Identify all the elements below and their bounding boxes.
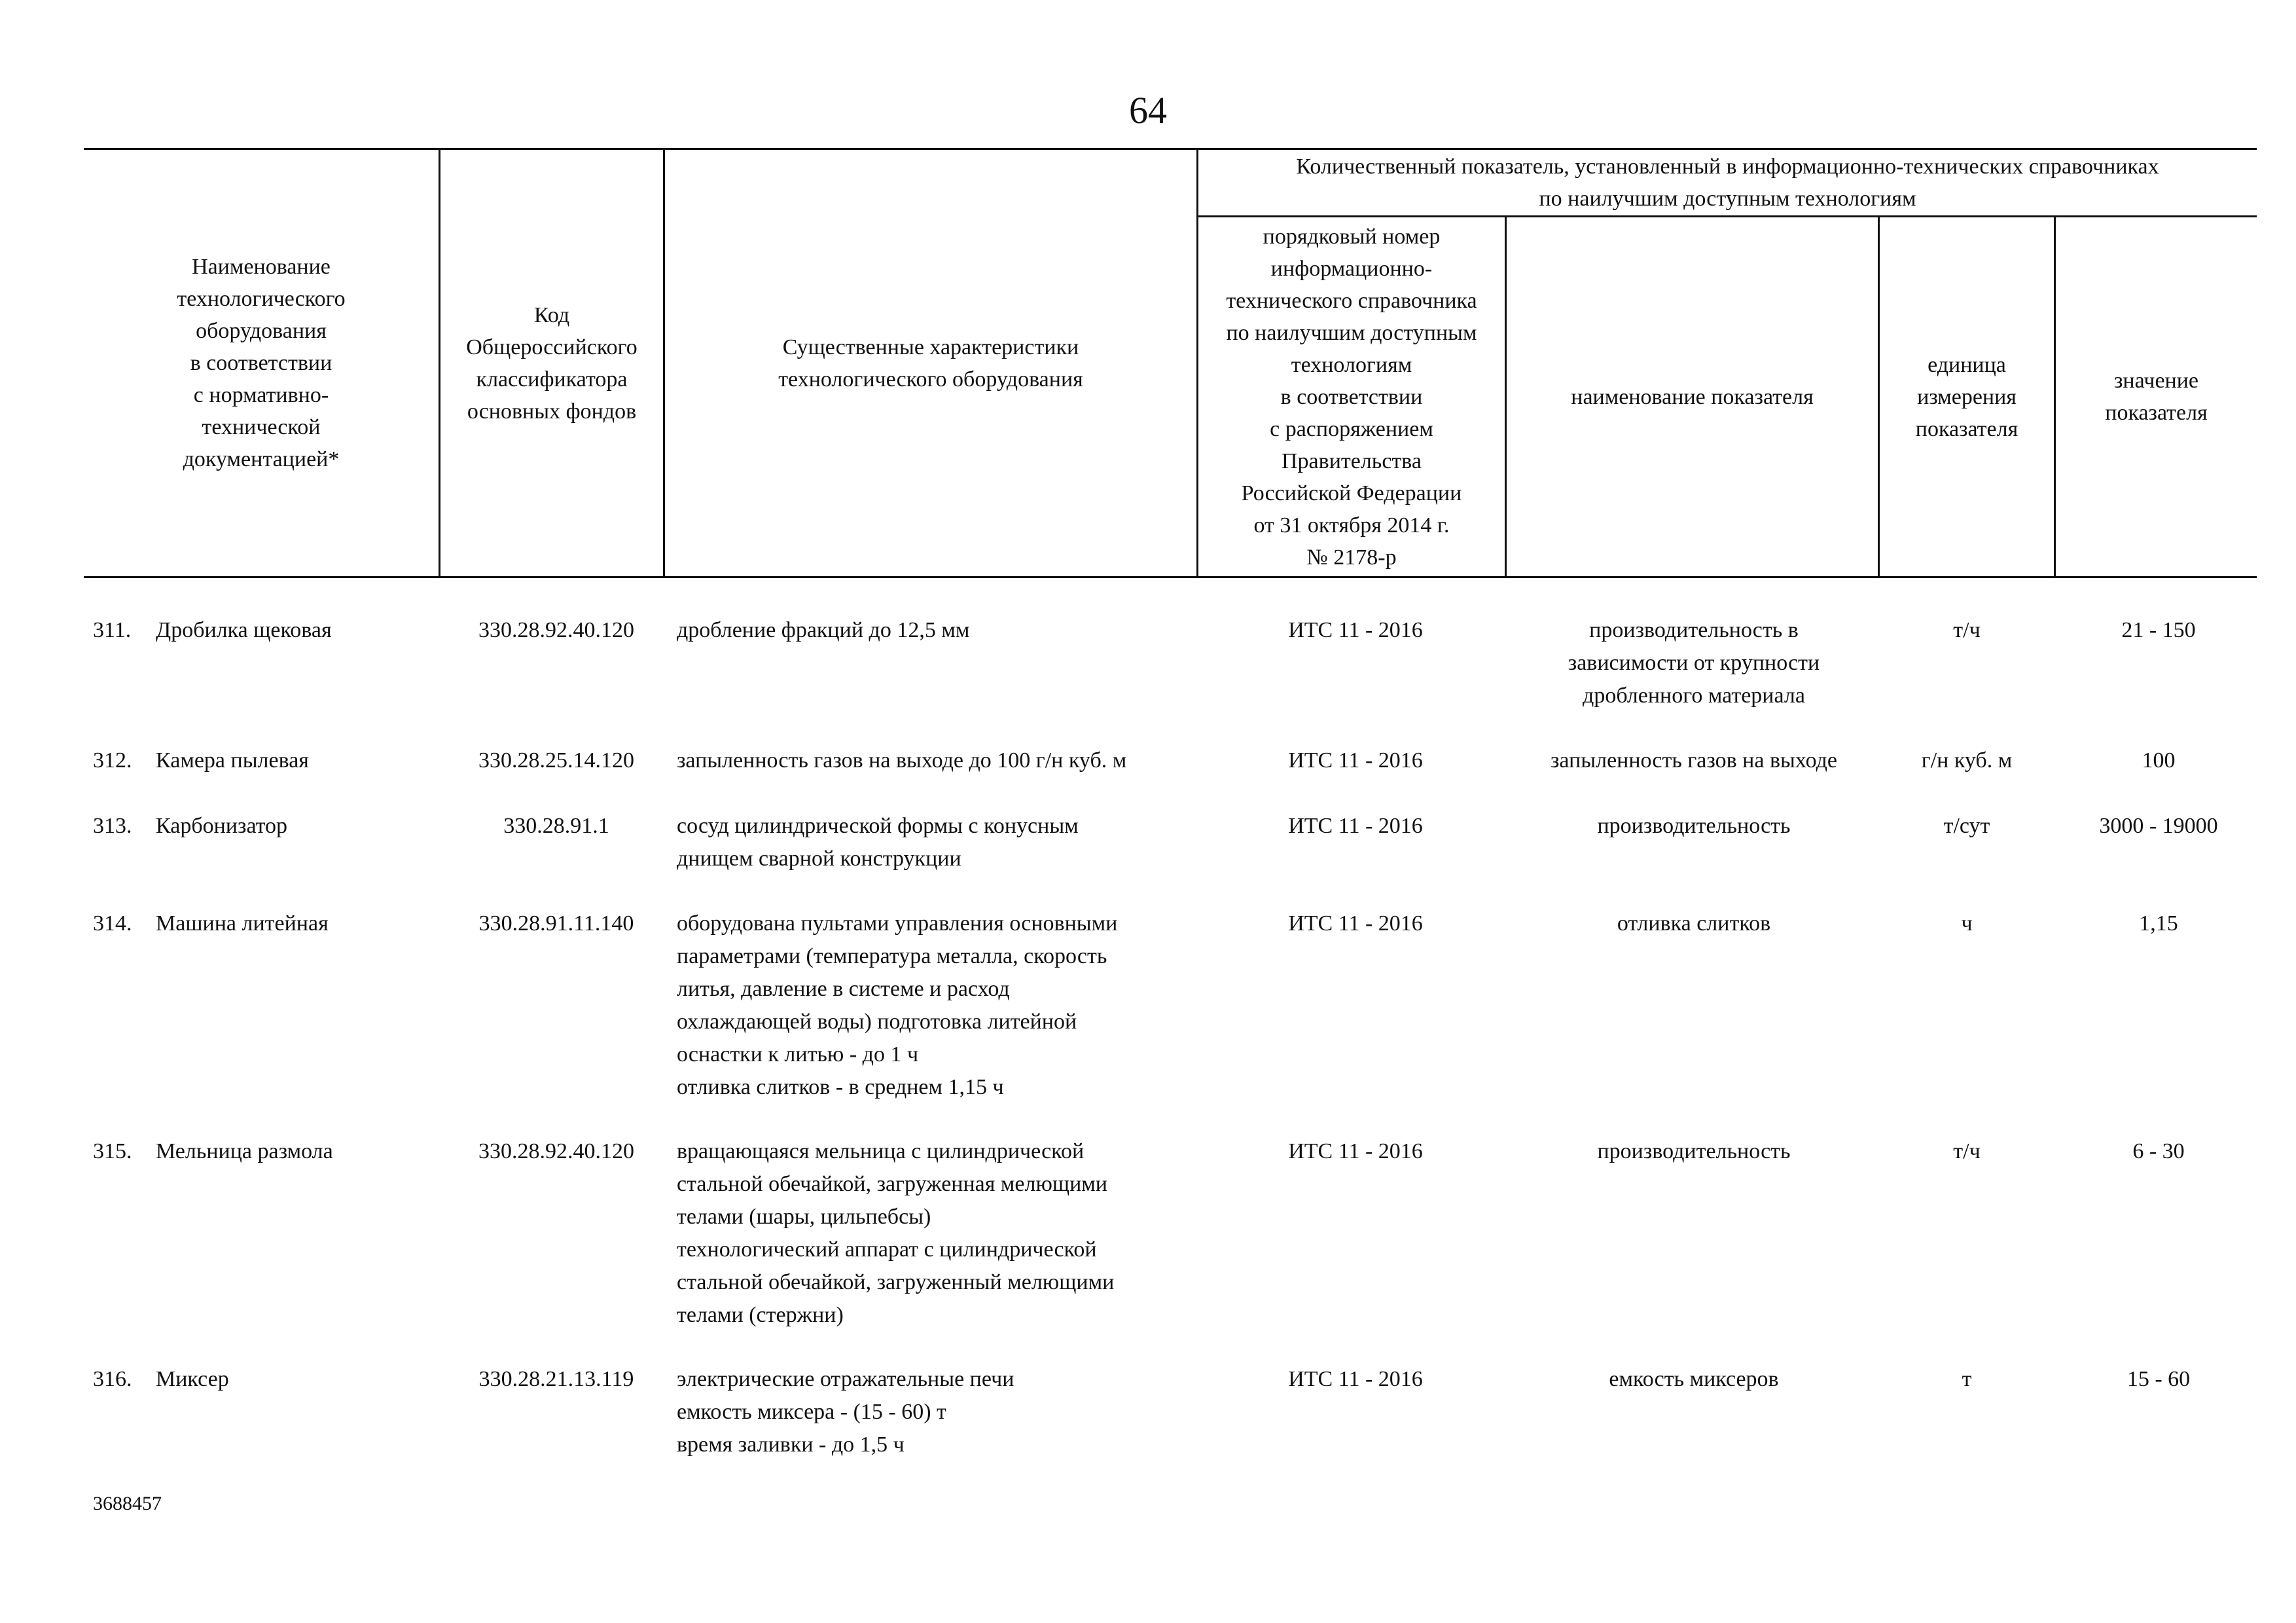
characteristics: электрические отражательные печи емкость миксера - (15 - 60) т время заливки - до 1,5 ч — [677, 1367, 1014, 1457]
indicator-unit: г/н куб. м — [1921, 748, 2013, 773]
characteristics: запыленность газов на выходе до 100 г/н куб. м — [677, 748, 1127, 773]
equipment-name: Карбонизатор — [156, 814, 288, 838]
header-its-number: порядковый номер информационно- технического справочника по наилучшим доступным технологиям в соответствии с распоряжением Правительства Российской Федерации от 31 октября 2014 г. № 2178-р — [1226, 224, 1477, 570]
document-id: 3688457 — [93, 1493, 162, 1514]
characteristics: вращающаяся мельница с цилиндрической стальной обечайкой, загруженная мелющими телами (шары, цильпебсы) технологический аппарат с цилиндрической стальной обечайкой, загруженный мелющими телами (стержни) — [677, 1139, 1115, 1327]
row-number: 315. — [93, 1139, 132, 1163]
indicator-name: производительность — [1597, 1139, 1791, 1163]
row-number: 316. — [93, 1367, 132, 1391]
indicator-value: 1,15 — [2139, 911, 2178, 936]
its-number: ИТС 11 - 2016 — [1288, 748, 1423, 773]
okof-code: 330.28.91.1 — [503, 814, 609, 838]
equipment-name: Машина литейная — [156, 911, 329, 936]
header-equipment-name: Наименование технологического оборудования в соответствии с нормативно- технической документацией* — [177, 255, 346, 471]
indicator-unit: т/ч — [1953, 618, 1981, 642]
header-quantitative-indicator: Количественный показатель, установленный в информационно-технических справочниках по наилучшим доступным технологиям — [1296, 155, 2159, 211]
okof-code: 330.28.92.40.120 — [478, 1139, 634, 1163]
indicator-name: емкость миксеров — [1609, 1367, 1779, 1391]
page-number: 64 — [1129, 89, 1167, 132]
its-number: ИТС 11 - 2016 — [1288, 618, 1423, 642]
indicator-value: 100 — [2142, 748, 2176, 773]
characteristics: оборудована пультами управления основными параметрами (температура металла, скорость литья, давление в системе и расход охлаждающей воды) подготовка литейной оснастки к литью - до 1 ч отливка слитков - в среднем 1,15 ч — [677, 911, 1118, 1099]
table-header — [84, 148, 2257, 578]
characteristics: сосуд цилиндрической формы с конусным днищем сварной конструкции — [677, 814, 1079, 871]
its-number: ИТС 11 - 2016 — [1288, 911, 1423, 936]
row-number: 314. — [93, 911, 132, 936]
equipment-name: Мельница размола — [156, 1139, 333, 1163]
header-unit: единица измерения показателя — [1915, 352, 2018, 441]
okof-code: 330.28.21.13.119 — [478, 1367, 634, 1391]
equipment-name: Дробилка щековая — [156, 618, 332, 642]
header-okof-code: Код Общероссийского классификатора основных фондов — [466, 302, 637, 424]
row-number: 311. — [93, 618, 132, 642]
indicator-name: производительность — [1597, 814, 1791, 838]
indicator-name: производительность в зависимости от крупности дробленного материала — [1568, 618, 1820, 708]
indicator-name: отливка слитков — [1617, 911, 1771, 936]
header-value: значение показателя — [2105, 369, 2208, 425]
indicator-value: 15 - 60 — [2126, 1367, 2191, 1391]
indicator-name: запыленность газов на выходе — [1551, 748, 1837, 773]
okof-code: 330.28.25.14.120 — [478, 748, 634, 773]
indicator-unit: т/ч — [1953, 1139, 1981, 1163]
equipment-name: Миксер — [156, 1367, 229, 1391]
equipment-name: Камера пылевая — [156, 748, 309, 773]
okof-code: 330.28.91.11.140 — [478, 911, 634, 936]
row-number: 313. — [93, 814, 132, 838]
indicator-unit: ч — [1961, 911, 1973, 936]
header-indicator-name: наименование показателя — [1571, 384, 1814, 409]
indicator-unit: т — [1962, 1367, 1972, 1391]
indicator-value: 6 - 30 — [2132, 1139, 2185, 1163]
row-number: 312. — [93, 748, 132, 773]
its-number: ИТС 11 - 2016 — [1288, 814, 1423, 838]
its-number: ИТС 11 - 2016 — [1288, 1367, 1423, 1391]
characteristics: дробление фракций до 12,5 мм — [677, 618, 970, 642]
indicator-value: 21 - 150 — [2121, 618, 2196, 642]
its-number: ИТС 11 - 2016 — [1288, 1139, 1423, 1163]
header-characteristics: Существенные характеристики технологического оборудования — [778, 335, 1083, 392]
indicator-value: 3000 - 19000 — [2099, 814, 2218, 838]
okof-code: 330.28.92.40.120 — [478, 618, 634, 642]
indicator-unit: т/сут — [1943, 814, 1990, 838]
